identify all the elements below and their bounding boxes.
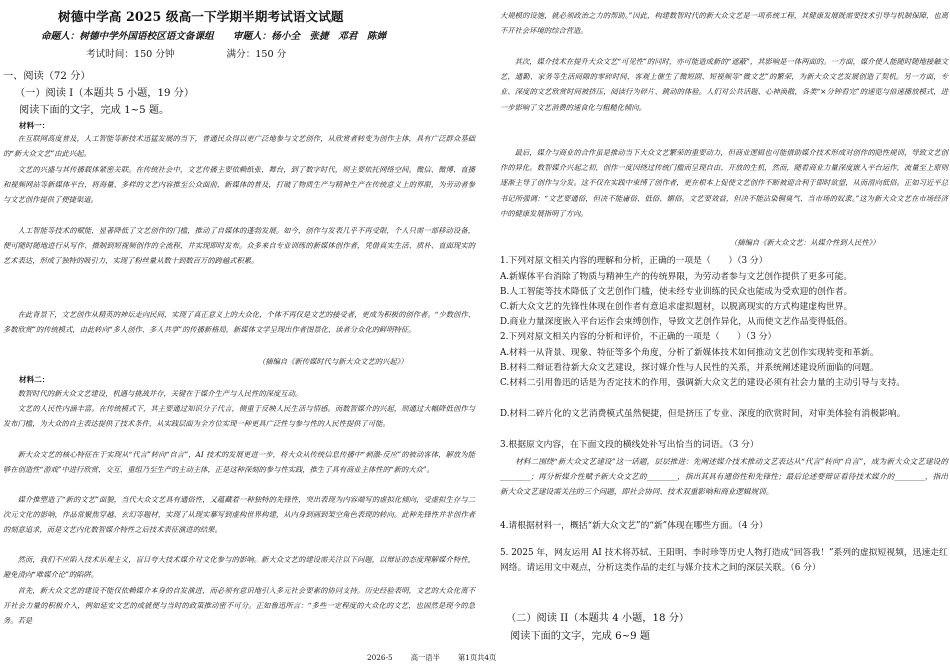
- reading-two-instruction: 阅读下面的文字，完成 6~9 题: [510, 631, 651, 642]
- footer-date: 2026-5: [367, 653, 393, 662]
- material-one-paragraph: 人工智能等技术的赋能，显著降低了文艺创作的门槛，推动了自媒体的蓬勃发展。如今，创作与发表几乎不再受限，个人只需一部移动设备，便可随时随地进行从写作、摄制到短视频创作的全流程，并实现即时发布。众多来自专业训练的新媒体创作者，凭借真实生活、质朴、直面现实的艺术表达，形成了独特的吸引力，实现了粉丝量从数十到数百万的跨越式积累。: [3, 226, 475, 266]
- material-two-label: 材料二：: [19, 375, 50, 384]
- question-4: 4.请根据材料一，概括“新大众文艺”的“新”体现在哪些方面。（4 分）: [500, 521, 768, 531]
- exam-title: 树德中学高 2025 级高一下学期半期考试语文试题: [58, 9, 344, 24]
- exam-meta: [86, 46, 338, 60]
- material-two-paragraph: 媒介推塑造了“新的文艺”面貌，当代大众文艺具有通俗性，又蕴藏着一种独特的先锋性，突出表现为内容端写的虚拟化倾向，受虚拟生存与二次元文化的影响，作品常聚焦穿越、玄幻等题材，实现了从现实摹写到虚构世界构建，从内身到画到架空角色表现的转向。此种先锋性并非创作者的刻意追求，而是文艺内化数智媒介特性之后技术表征演进的结果。: [3, 495, 475, 535]
- authors-line: 命题人：树德中学外国语校区语文备课组 审题人：杨小全 张捷 邓君 陈婵: [41, 31, 387, 42]
- reading-instruction: 阅读下面的文字，完成 1~5 题。: [19, 105, 170, 116]
- subsection-heading: （一）阅读 I（本题共 5 小题，19 分）: [15, 88, 195, 99]
- material-one-source: （摘编自《新传媒时代与新大众文艺的兴起》）: [258, 357, 408, 366]
- material-two-paragraph: 首先，新大众文艺的建设不能仅依赖媒介本身的自发演进，而必须有意识地引入多元社会要素的协同支持。历史经验表明，文艺的大众化离不开社会力量的积极介入，例如延安文艺的成就便与当时的政策推动密不可分。正如鲁迅所言：“多些一定程度的大众化的文艺，也固然是现今的急务。若是: [3, 586, 475, 626]
- footer-page-number: 第1页共4页: [457, 653, 497, 662]
- question-2-option-d: D.材料二碎片化的文艺消费模式虽然便捷，但是挤压了专业、深度的欣赏时间，对审美体验有消极影响。: [500, 409, 906, 419]
- page-footer: [367, 653, 514, 663]
- material-two-paragraph: 新大众文艺的核心特征在于实现从“代言”转向“自言”，AI 技术的发展更进一步，将大众从传统信息传播中“刺激-反应”的被动客体，解放为能够在创造性“游戏”中进行欣赏、交互、重组乃至生产的主动主体，正是这种深刻的参与性实践，推生了具有商业主体性的“新的大众”。: [3, 450, 475, 475]
- material-one-paragraph: 在此背景下，文艺创作从精英的神坛走向民间，实现了真正意义上的大众化，个体不再仅是文艺的接受者，更成为积极的创作者。“少数创作、多数欣赏”的传统模式，由此转向“多人创作、多人共享”的传播新格局，新媒体文学呈现出作者图景化、读者分众化的鲜明特征。: [3, 310, 475, 335]
- question-3: 3.根据原文内容，在下面文段的横线处补写出恰当的词语。（3 分）: [500, 440, 759, 450]
- question-2-option-b: B.材料二辩证看待新大众文艺建设，探讨媒介性与人民性的关系，并系统阐述建设所面临的问题。: [500, 363, 879, 373]
- section-heading: 一、阅读（72 分）: [3, 71, 91, 82]
- exam-score: 满分：150 分: [226, 49, 287, 60]
- exam-time: 考试时间：150 分钟: [86, 49, 175, 60]
- material-two-paragraph: 最后，媒介与商业的合作虽是推动当下大众文艺繁荣的重要动力，但商业逻辑也可能借助媒介技术形成对创作的隐性规训，导致文艺创作的异化。数智媒介兴起之初，创作一度因绕过传统门槛而呈现自由、开放的生机，然而，随着商业力量深度嵌入平台运作，流量至上原则逐渐主导了创作与分发。这不仅在实践中束缚了创作者，更在根本上促使文艺创作不断被迎合利于即时欲望，从而滑向低俗。正如习近平总书记所强调：“文艺要通俗，但决不能庸俗、低俗、媚俗。文艺要效益，但决不能沾染铜臭气、当市场的奴隶。”这为新大众文艺在市场经济中的健康发展指明了方向。: [500, 148, 948, 218]
- question-1: 1.下列对原文相关内容的理解和分析，正确的一项是（ ）（3 分）: [500, 256, 768, 266]
- question-1-option-d: D.商业力量深度嵌入平台运作会束缚创作，导致文艺创作异化，从而使文艺作品变得低俗。: [500, 317, 853, 327]
- material-two-paragraph: 数智时代的新大众文艺建设，机遇与挑战并存，关键在于媒介生产与人民性的深度互动。: [17, 389, 303, 398]
- question-5: 5. 2025 年，网友运用 AI 技术将苏轼、王阳明、李时珍等历史人物打造成“回答我！”系列的虚拟短视频，迅速走红网络。请运用文中观点，分析这类作品的走红与媒介技术之间的深层关联。（6 分）: [500, 548, 948, 574]
- question-1-option-a: A.新媒体平台消除了物质与精神生产的传统界限，为劳动者参与文艺创作提供了更多可能。: [500, 272, 853, 282]
- material-one-paragraph: 在互联网高度普及，人工智能等新技术迅猛发展的当下，普通民众得以更广泛地参与文艺创作，从欣赏者转变为创作主体，具有广泛群众基础的“新大众文艺”由此兴起。: [3, 134, 475, 159]
- material-two-paragraph: 文艺的人民性内涵丰富。在传统模式下，其主要通过知识分子代言，侧重于反映人民生活与情感。而数智媒介的兴起，则通过大幅降低创作与发布门槛，为大众的自主表达提供了技术条件，从实践层面为全方位实现一种更具广泛性与参与性的人民性提供了可能。: [3, 404, 475, 429]
- subsection-two-heading: （二）阅读 II（本题共 4 小题，18 分）: [506, 613, 690, 624]
- footer-grade: 高一语半: [410, 653, 440, 662]
- question-2-option-c: C.材料二引用鲁迅的话是为否定技术的作用，强调新大众文艺的建设必须有社会力量的主动引导与支持。: [500, 378, 906, 388]
- continued-paragraph: 大规模的设施，就必须政治之力的帮助。”因此，构建数智时代的新大众文艺是一项系统工程，其健康发展既需要技术引导与机制保障，也离不开社会环境的综合营造。: [500, 11, 948, 36]
- question-2: 2.下列对原文相关内容的分析和评价，不正确的一项是（ ）（3 分）: [500, 332, 777, 342]
- material-one-paragraph: 文艺的兴盛与其传播载体紧密关联。在传统社会中，文艺传播主要依赖纸张、舞台，到了数字时代，则主要依托网络空间。微信、微博、直播和视频网站等新媒体平台，将海量、多样的文艺内容推至公众面前，新媒体的普及，打破了物质生产与精神生产在传统意义上的界限，为劳动者参与文艺创作提供了便捷渠道。: [3, 165, 475, 205]
- material-two-paragraph: 其次，媒介技术在提升大众文艺“可见性”的同时，亦可能造成新的“遮蔽”，其影响是一体两面的。一方面，媒介使人能随时随地接触文艺，通勤、家务等生活间隙的零碎时间，客观上催生了微短剧、短视频等“微文艺”的繁荣，为新大众文艺发展创造了契机。另一方面，专业、深度的文艺欣赏时间被挤压，阅读行为碎片、跳动的体验。人们对公共话题、心神涣散，各类“×分钟看完”的速览与倍速播放模式，进一步影响了文艺消费的速食化与粗糙化倾向。: [500, 57, 948, 112]
- material-two-source: （摘编自《新大众文艺：从媒介性到人民性》）: [730, 238, 880, 247]
- question-1-option-b: B.人工智能等技术降低了文艺创作门槛，使未经专业训练的民众也能成为受欢迎的创作者。: [500, 287, 853, 297]
- material-one-label: 材料一：: [19, 121, 50, 130]
- question-1-option-c: C.新大众文艺的先锋性体现在创作者有意追求虚拟题材，以脱离现实的方式构建虚构世界。: [500, 302, 853, 312]
- material-two-paragraph: 然而，我们不应陷入技术乐观主义，盲目夸大技术媒介对文化参与的影响。新大众文艺的建设需关注以下问题，以辩证的态度理解媒介特性，避免滑向“唯媒介论”的陷阱。: [3, 555, 475, 580]
- question-3-passage: 材料二围绕“新大众文艺建设”这一话题，层层推进：先阐述媒介技术推动文艺表达从“代言”转向“自言”，成为新大众文艺建设的________；再分析媒介性赋予新大众文艺的________，指出其具有通俗性和先锋性；最后论述要辩证看待技术媒介的________，指出新大众文艺建设需关注的三个问题，即社会协同、技术双重影响和商业逻辑规训。: [500, 457, 948, 497]
- question-2-option-a: A.材料一从背景、现象、特征等多个角度，分析了新媒体技术如何推动文艺创作实现转变和革新。: [500, 348, 879, 358]
